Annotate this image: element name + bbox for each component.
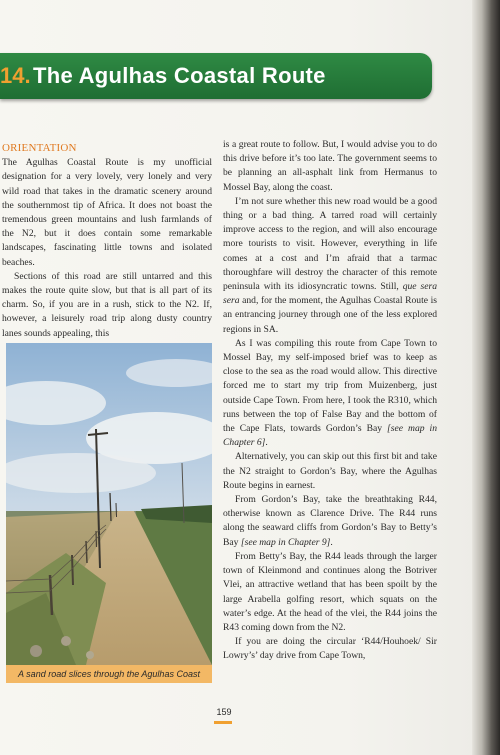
right-paragraph-2-part-a: I’m not sure whether this new road would be a good thing or a bad thing. A tarred road will certainly improve access to the region, and will also encourage more tourists to visit. However, everything in life comes at a cost and I’m afraid that a tarmac thoroughfare will destroy the character of this remote peninsula with its idiosyncratic towns. Still,	[223, 195, 437, 293]
right-paragraph-3-part-a: As I was compiling this route from Cape Town to Mossel Bay, my self-imposed brief was to keep as close to the sea as the road would allow. This directive forced me to start my trip from Muizenberg, just outside Cape Town. From here, I took the R310, which runs between the top of False Bay and the bottom of the Cape Flats, towards Gordon’s Bay	[223, 337, 437, 435]
page-number-accent-bar	[214, 721, 232, 724]
chapter-title: The Agulhas Coastal Route	[33, 63, 326, 88]
road-photo	[6, 343, 212, 665]
right-paragraph-5-italic: [see map in Chapter 9]	[240, 536, 331, 548]
photo-caption: A sand road slices through the Agulhas Coast	[6, 665, 212, 683]
right-paragraph-5-part-a: From Gordon’s Bay, take the breathtaking R44, otherwise known as Clarence Drive. The R44 runs along the seaward cliffs from Gordon’s Bay to Betty’s Bay	[223, 494, 437, 548]
page-number: 159	[216, 707, 232, 717]
road-landscape-image	[6, 343, 212, 665]
right-paragraph-5-part-b: .	[330, 536, 333, 548]
book-spine-shadow	[472, 0, 500, 755]
right-paragraph-5	[223, 493, 437, 550]
chapter-number: 14.	[0, 63, 31, 88]
left-paragraph-1: The Agulhas Coastal Route is my unofficial designation for a very lovely, very lonely and very wild road that takes in the dramatic scenery around the southernmost tip of Africa. It does not boast the tremendous green mountains and lush farmlands of the N2, but it does contain some remarkable landscapes, fascinating little towns and isolated beaches.	[2, 157, 212, 268]
section-heading: ORIENTATION	[2, 142, 77, 154]
right-paragraph-2-italic: que sera sera	[223, 281, 438, 307]
right-paragraph-3-italic: [see map in Chapter 6]	[223, 423, 437, 449]
right-column	[223, 138, 437, 664]
right-paragraph-3-part-b: .	[265, 437, 268, 449]
left-paragraph-2: Sections of this road are still untarred and this makes the route quite slow, but that is all part of its charm. So, if you are in a rush, stick to the N2. If, however, a leisurely road trip along dusty country lanes sounds appealing, this	[2, 270, 212, 339]
chapter-banner	[0, 53, 432, 99]
right-paragraph-6: From Betty’s Bay, the R44 leads through the larger town of Kleinmond and continues along the Botriver Vlei, an attractive wetland that has been spoilt by the large Arabella golfing resort, which squats on the water’s edge. At the head of the vlei, the R44 joins the R43 coming down from the N2.	[223, 550, 437, 633]
right-paragraph-7: If you are doing the circular ‘R44/Houhoek/ Sir Lowry’s’ day drive from Cape Town,	[223, 636, 437, 662]
left-column	[2, 141, 212, 341]
right-paragraph-3	[223, 337, 437, 451]
right-paragraph-2-part-b: and, for the moment, the Agulhas Coastal Route is an entrancing journey through one of the less explored regions in SA.	[223, 295, 437, 335]
right-paragraph-1: is a great route to follow. But, I would advise you to do this drive before it’s too late. The government seems to be planning an all-asphalt link from Hermanus to Mossel Bay, along the coast.	[223, 139, 437, 193]
right-paragraph-2	[223, 195, 437, 337]
right-paragraph-4: Alternatively, you can skip out this first bit and take the N2 straight to Gordon’s Bay, where the Agulhas Route begins in earnest.	[223, 451, 437, 491]
